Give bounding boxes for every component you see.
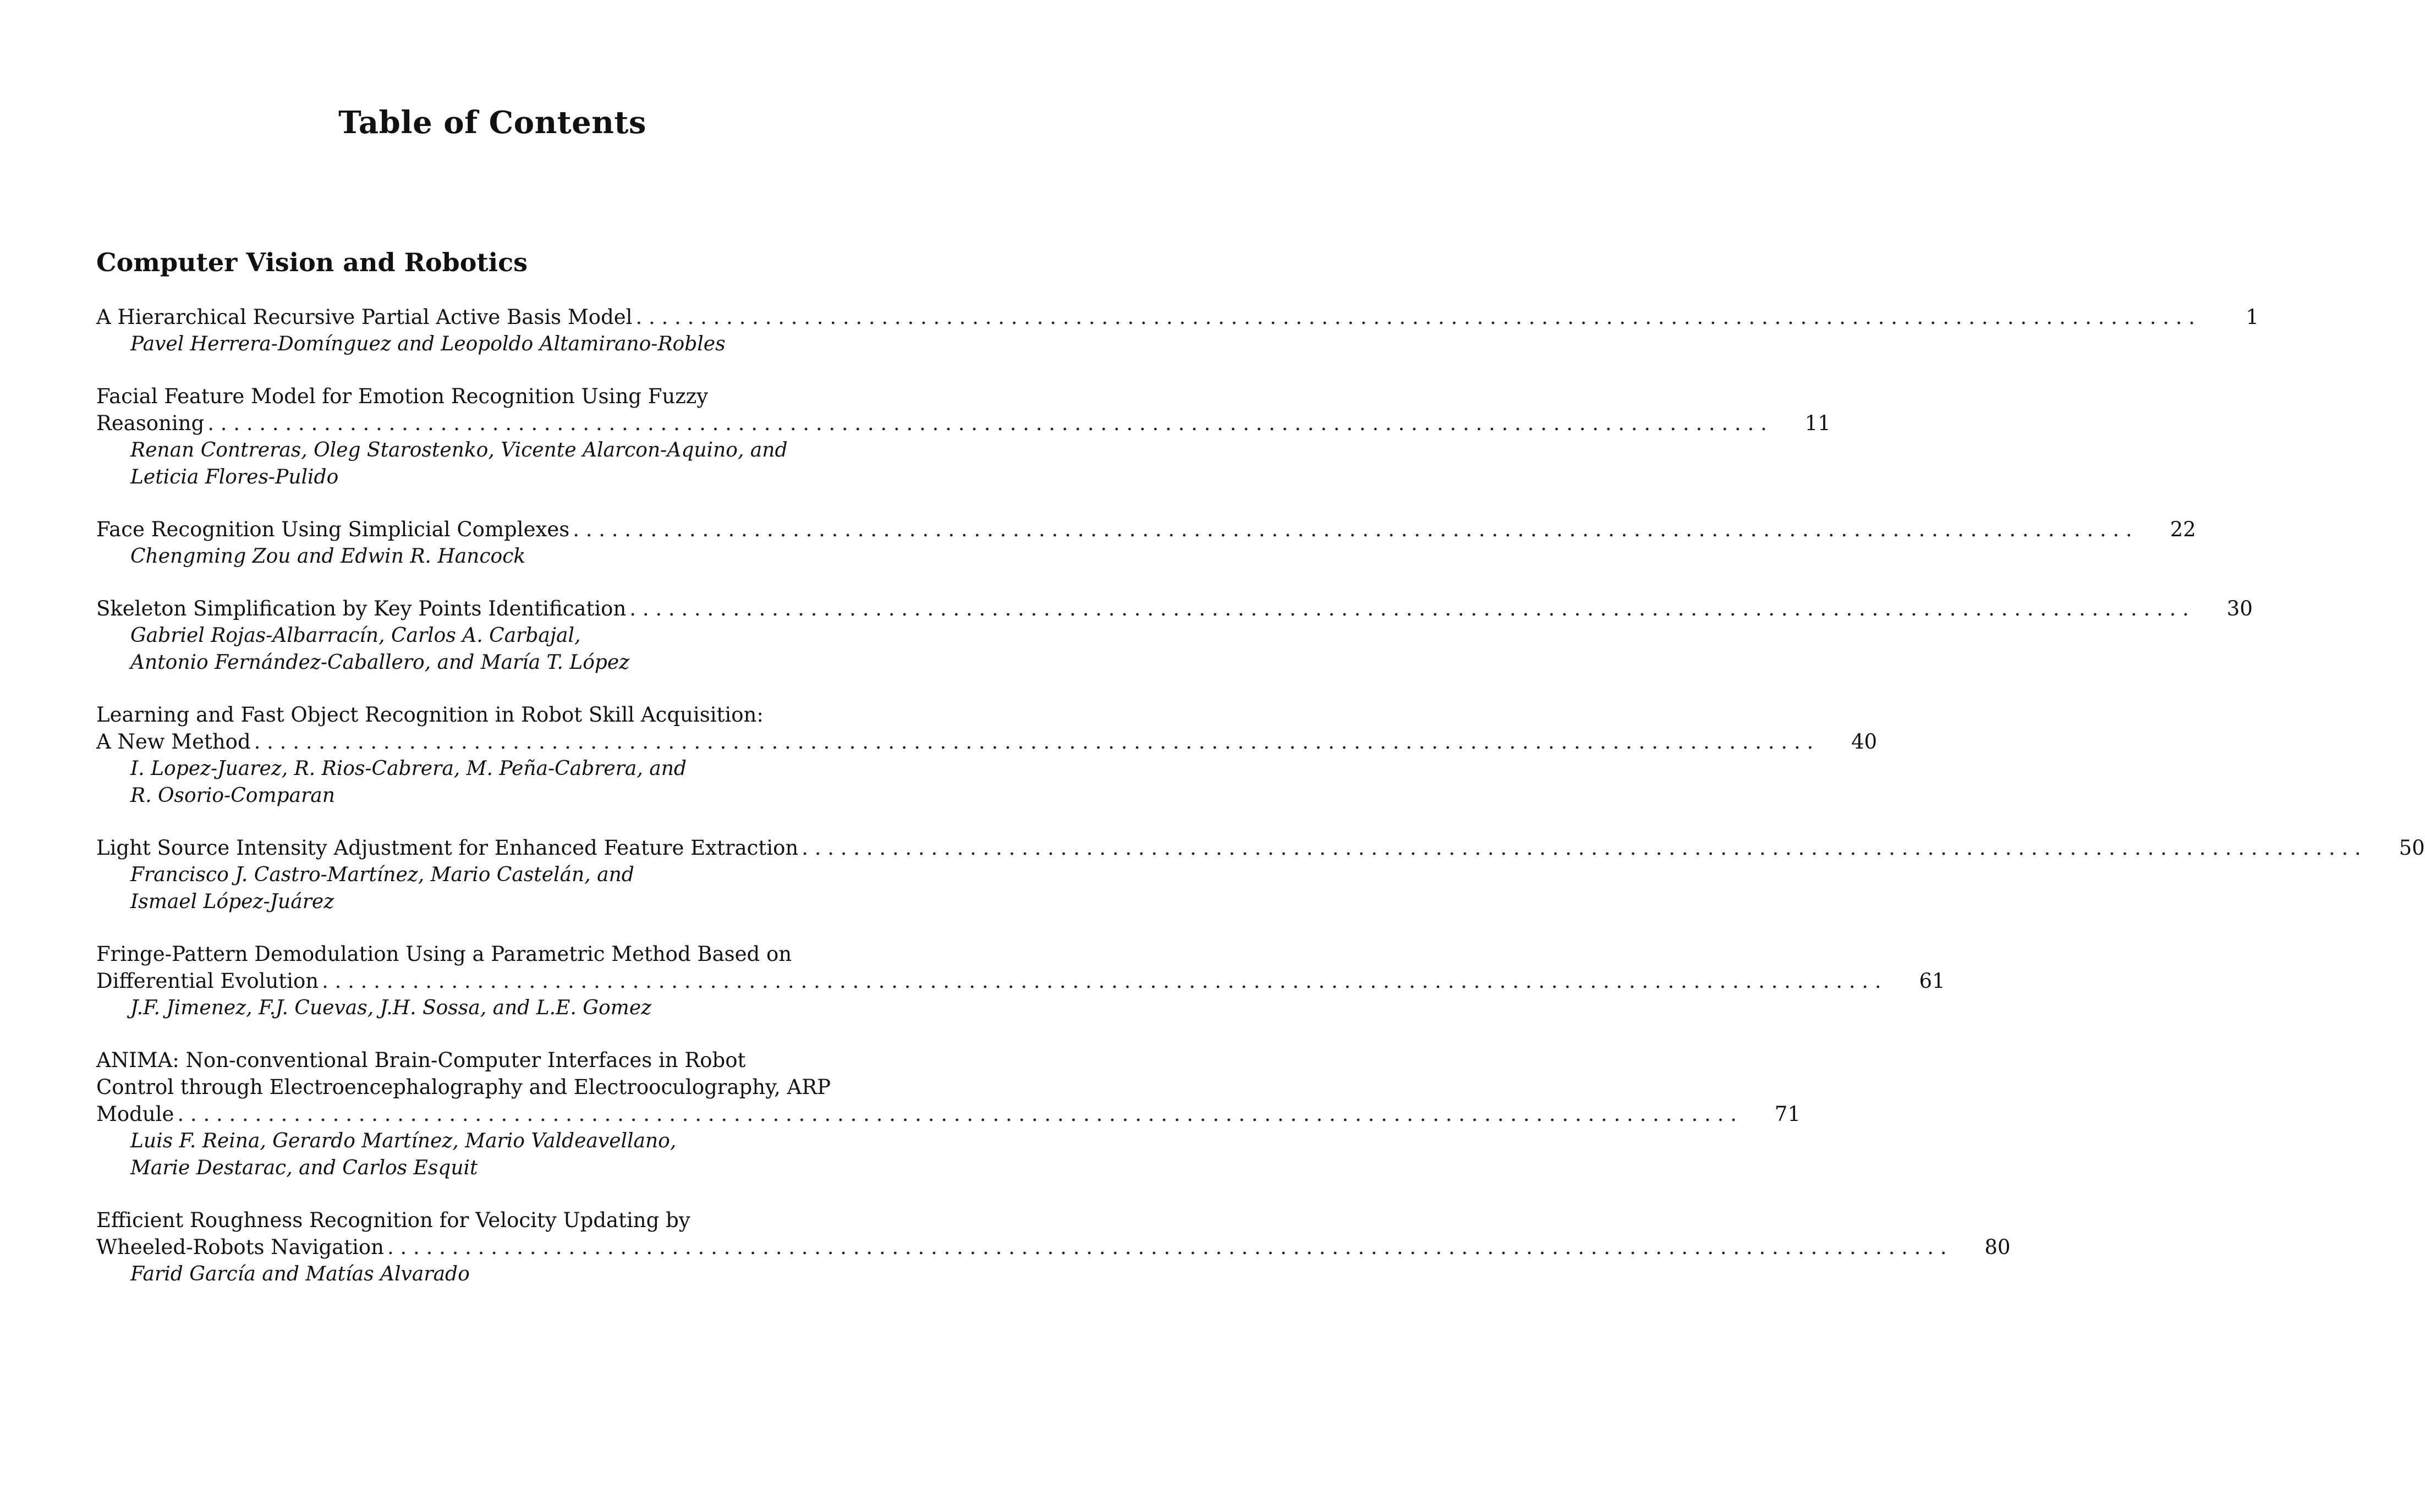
- entry-title-row: [96, 967, 1945, 994]
- entry-title-line: Learning and Fast Object Recognition in Robot Skill Acquisition:: [96, 703, 764, 727]
- toc-list: [96, 304, 2425, 1313]
- section-heading: Computer Vision and Robotics: [96, 248, 528, 277]
- entry-authors: Chengming Zou and Edwin R. Hancock: [130, 545, 526, 568]
- toc-entry[interactable]: [96, 834, 2425, 915]
- toc-entry[interactable]: [96, 516, 2196, 570]
- entry-page-number: 80: [1984, 1235, 2011, 1259]
- entry-title-row: [96, 834, 2425, 861]
- entry-title-row: [96, 304, 2259, 331]
- entry-page-number: 11: [1804, 411, 1831, 435]
- entry-title-row: [96, 1101, 1801, 1128]
- toc-entry[interactable]: [96, 595, 2253, 676]
- entry-authors: Farid García and Matías Alvarado: [130, 1263, 470, 1285]
- dot-leader: [207, 410, 1766, 437]
- entry-title-line: Skeleton Simplification by Key Points Identification: [96, 597, 627, 620]
- entry-title-row: [96, 728, 1878, 755]
- entry-title-line: Control through Electroencephalography and Electrooculography, ARP: [96, 1075, 831, 1099]
- entry-title-line: Face Recognition Using Simplicial Complexes: [96, 518, 570, 541]
- dot-leader: [177, 1101, 1736, 1128]
- entry-authors: R. Osorio-Comparan: [130, 784, 335, 807]
- dot-leader: [387, 1234, 1946, 1261]
- entry-authors: Gabriel Rojas-Albarracín, Carlos A. Carbajal,: [130, 624, 581, 647]
- entry-authors: Renan Contreras, Oleg Starostenko, Vicente Alarcon-Aquino, and: [130, 439, 788, 461]
- entry-title-line: Reasoning: [96, 411, 205, 435]
- entry-title-row: [96, 1234, 2011, 1261]
- entry-title-line: Differential Evolution: [96, 969, 319, 993]
- toc-entry[interactable]: [96, 304, 2259, 358]
- entry-page-number: 71: [1774, 1102, 1801, 1126]
- toc-entry[interactable]: [96, 383, 1831, 491]
- page-title: Table of Contents: [338, 105, 646, 141]
- entry-title-line: Light Source Intensity Adjustment for Enhanced Feature Extraction: [96, 836, 799, 860]
- entry-authors: Leticia Flores-Pulido: [130, 466, 339, 488]
- entry-page-number: 22: [2170, 518, 2196, 541]
- dot-leader: [635, 304, 2194, 331]
- entry-authors: Luis F. Reina, Gerardo Martínez, Mario Valdeavellano,: [130, 1130, 677, 1152]
- toc-entry[interactable]: [96, 941, 1945, 1021]
- entry-title-line: ANIMA: Non-conventional Brain-Computer Interfaces in Robot: [96, 1048, 746, 1072]
- entry-title-line: Facial Feature Model for Emotion Recognition Using Fuzzy: [96, 384, 709, 408]
- dot-leader: [254, 728, 1813, 755]
- entry-authors: Antonio Fernández-Caballero, and María T. López: [130, 651, 630, 674]
- entry-page-number: 40: [1851, 730, 1878, 754]
- toc-entry[interactable]: [96, 701, 1878, 809]
- dot-leader: [629, 595, 2188, 622]
- entry-title-line: A Hierarchical Recursive Partial Active Basis Model: [96, 305, 633, 329]
- entry-authors: Pavel Herrera-Domínguez and Leopoldo Altamirano-Robles: [130, 333, 726, 355]
- dot-leader: [322, 967, 1881, 994]
- entry-authors: Ismael López-Juárez: [130, 890, 334, 913]
- entry-title-line: Fringe-Pattern Demodulation Using a Parametric Method Based on: [96, 942, 792, 966]
- entry-title-line: Module: [96, 1102, 174, 1126]
- entry-title-row: [96, 410, 1831, 437]
- entry-page-number: 61: [1919, 969, 1945, 993]
- dot-leader: [573, 516, 2132, 543]
- dot-leader: [802, 834, 2361, 861]
- entry-authors: Francisco J. Castro-Martínez, Mario Castelán, and: [130, 864, 634, 886]
- entry-authors: J.F. Jimenez, F.J. Cuevas, J.H. Sossa, and L.E. Gomez: [130, 997, 652, 1019]
- entry-title-line: A New Method: [96, 730, 251, 754]
- entry-authors: Marie Destarac, and Carlos Esquit: [130, 1157, 478, 1179]
- entry-page-number: 50: [2399, 836, 2425, 860]
- entry-authors: I. Lopez-Juarez, R. Rios-Cabrera, M. Peña-Cabrera, and: [130, 757, 687, 780]
- entry-title-row: [96, 516, 2196, 543]
- toc-entry[interactable]: [96, 1207, 2011, 1288]
- entry-page-number: 30: [2226, 597, 2253, 620]
- entry-title-line: Efficient Roughness Recognition for Velocity Updating by: [96, 1208, 690, 1232]
- toc-entry[interactable]: [96, 1047, 1801, 1181]
- entry-page-number: 1: [2246, 305, 2259, 329]
- entry-title-row: [96, 595, 2253, 622]
- entry-title-line: Wheeled-Robots Navigation: [96, 1235, 385, 1259]
